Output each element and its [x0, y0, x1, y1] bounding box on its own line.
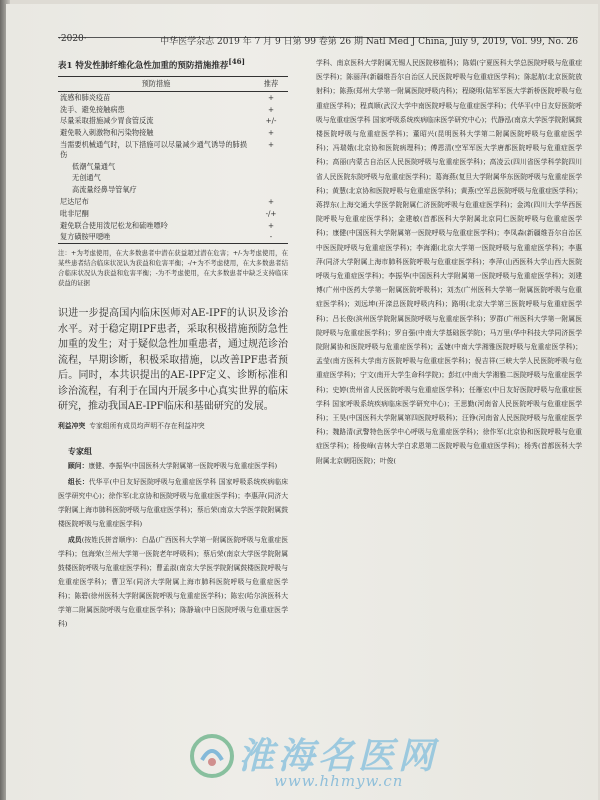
- recommendation-cell: +: [267, 140, 275, 150]
- recommendation-cell: +: [267, 197, 275, 206]
- table-note: 注：+为考虑使用，在大多数患者中潜在获益超过潜在危害；+/-为考虑使用，在某些患者结合临床状况认为获益和危害平衡；-/+为不考虑使用，在大多数患者结合临床状况认为获益和危害平衡；-为不考虑使用，在大多数患者中缺乏支持临床获益的证据: [58, 249, 288, 288]
- page-number: ·2020·: [58, 34, 87, 44]
- table-row: [58, 127, 288, 139]
- measure-cell: 流感和肺炎疫苗: [60, 92, 111, 102]
- expert-advisors: 顾问：康健、李振华(中国医科大学附属第一医院呼吸与危重症医学科): [68, 461, 278, 470]
- table-row: [58, 231, 288, 243]
- measure-cell: 当需要机械通气时，以下措施可以尽量减少通气诱导的肺损伤: [60, 140, 247, 159]
- table-caption: 表1 特发性肺纤维化急性加重的预防措施推荐[46]: [58, 57, 245, 71]
- prevention-table: [58, 76, 288, 244]
- expert-members: 成员(按姓氏拼音顺序)：白晶(广西医科大学第一附属医院呼吸与危重症医学科)；包海荣(兰州大学第一医院老年呼吸科)；蔡后荣(南京大学医学院附属鼓楼医院呼吸与危重症医学科)；曹孟淑(南京大学医学院附属鼓楼医院呼吸与危重症医学科)；曹卫军(同济大学附属上海市肺科医院呼吸与危重症医学科)；陈碧(徐州医科大学附属医院呼吸与危重症医学科)；陈宏(哈尔滨医科大学第二附属医院呼吸与危重症医学科)；陈静瑜(中日医院呼吸与危重症医学科): [58, 535, 288, 628]
- recommendation-cell: +: [267, 220, 275, 230]
- expert-leaders: 组长：代华平(中日友好医院呼吸与危重症医学科 国家呼吸系统疾病临床医学研究中心)；徐作军(北京协和医院呼吸与危重症医学科)；李惠萍(同济大学附属上海市肺科医院呼吸与危重症医学科)；蔡后荣(南京大学医学院附属鼓楼医院呼吸与危重症医学科): [58, 477, 289, 528]
- recommendation-cell: [254, 161, 288, 173]
- measure-cell: 高流量经鼻导管氧疗: [72, 185, 137, 195]
- watermark-text: 淮海名医网: [238, 735, 439, 777]
- col-header-measure: 预防措施: [58, 76, 254, 91]
- table-row: [58, 208, 288, 220]
- recommendation-cell: +: [267, 128, 275, 138]
- table-row: [58, 104, 288, 116]
- body-paragraph: 识进一步提高国内临床医师对AE-IPF的认识及诊治水平。对于稳定期IPF患者，采取积极措施预防急性加重的发生；对于疑似急性加重患者，通过规范诊治流程，早期诊断，积极采取措施，以改善IPF患者预后。同时，本共识提出的AE-IPF定义、诊断标准和诊治流程，有利于在国内开展多中心真实世界的临床研究，推动我国AE-IPF临床和基础研究的发展。: [58, 308, 288, 413]
- recommendation-cell: -: [254, 231, 288, 243]
- conflict-of-interest: [58, 420, 288, 430]
- coi-text: 专家组所有成员均声明不存在利益冲突: [89, 421, 205, 430]
- measure-cell: 避免吸入刺激物和污染物接触: [60, 128, 154, 138]
- measure-cell: 避免联合使用泼尼松龙和硫唑嘌呤: [60, 220, 168, 230]
- recommendation-cell: +: [267, 92, 275, 102]
- table-row: [58, 115, 288, 127]
- table-row: [58, 161, 288, 173]
- left-column: [58, 56, 288, 631]
- site-watermark: [188, 726, 548, 800]
- recommendation-cell: +/-: [265, 116, 277, 126]
- measure-cell: 尽量采取措施减少胃食管反流: [60, 116, 154, 126]
- right-column-member-list: 学科、南京医科大学附属无锡人民医院移植科)；陈娟(宁夏医科大学总医院呼吸与危重症医学科)；陈丽萍(新疆维吾尔自治区人民医院呼吸与危重症医学科)；陈起航(北京医院放射科)；陈燕(郑州大学第一附属医院呼吸内科)；程晓明(陆军军医大学新桥医院呼吸与危重症医学科)；程真顺(武汉大学中南医院呼吸与危重症医学科)；代华平(中日友好医院呼吸与危重症医学科 国家呼吸系统疾病临床医学研究中心)；代静泓(南京大学医学院附属鼓楼医院呼吸与危重症医学科)；董昭兴(昆明医科大学第二附属医院呼吸与危重症医学科)；冯瑞娥(北京协和医院病理科)；傅恩清(空军军医大学唐都医院呼吸与危重症医学科)；高丽(内蒙古自治区人民医院呼吸与危重症医学科)；高凌云(四川省医学科学院四川省人民医院东院呼吸与危重症医学科)；葛海燕(复旦大学附属华东医院呼吸与危重症医学科)；黄慧(北京协和医院呼吸与危重症医学科)；黄燕(空军总医院呼吸与危重症医学科)；蒋捍东(上海交通大学医学院附属仁济医院呼吸与危重症医学科)；金鸿(四川大学华西医院呼吸与危重症医学科)；金建敏(首都医科大学附属北京同仁医院呼吸与危重症医学科)；康健(中国医科大学附属第一医院呼吸与危重症医学科)；李凤森(新疆维吾尔自治区中医医院呼吸与危重症医学科)；李海潮(北京大学第一医院呼吸与危重症医学科)；李惠萍(同济大学附属上海市肺科医院呼吸与危重症医学科)；李萍(山西医科大学山西大医院呼吸与危重症医学科)；李振华(中国医科大学附属第一医院呼吸与危重症医学科)；刘建博(广州中医药大学第一附属医院呼吸科)；刘杰(广州医科大学第一附属医院呼吸与危重症医学科)；刘远坤(开滦总医院呼吸内科)；路明(北京大学第三医院呼吸与危重症医学科)；吕长俊(滨州医学院附属医院呼吸与危重症医学科)；罗群(广州医科大学第一附属医院呼吸与危重症医学科)；罗自强(中南大学基础医学院)；马万里(华中科技大学同济医学院附属协和医院呼吸与危重症医学科)；孟婕(中南大学湘雅医院呼吸与危重症医学科)；孟莹(南方医科大学南方医院呼吸与危重症医学科)；倪吉祥(三峡大学人民医院呼吸与危重症医学科)；宁文(南开大学生命科学院)；彭红(中南大学湘雅二医院呼吸与危重症医学科)；史婷(贵州省人民医院呼吸与危重症医学科)；任雁宏(中日友好医院呼吸与危重症医学科 国家呼吸系统疾病临床医学研究中心)；王思勤(河南省人民医院呼吸与危重症医学科)；王昊(中国医科大学附属第四医院呼吸科)；汪铮(河南省人民医院呼吸与危重症医学科)；魏路清(武警特色医学中心呼吸与危重症医学科)；徐作军(北京协和医院呼吸与危重症医学科)；杨俊峰(吉林大学白求恩第二医院呼吸与危重症医学科)；杨秀(首都医科大学附属北京朝阳医院)；叶俊(: [316, 59, 582, 465]
- recommendation-cell: [254, 184, 288, 196]
- measure-cell: 复方磺胺甲噁唑: [58, 231, 254, 243]
- measure-cell: 无创通气: [72, 173, 101, 183]
- table-row: [58, 220, 288, 232]
- caption-reference: [46]: [228, 57, 245, 66]
- journal-citation: 中华医学杂志 2019 年 7 月 9 日第 99 卷第 26 期 Natl Med J China, July 9, 2019, Vol. 99, No. 26: [160, 37, 578, 47]
- measure-cell: 洗手、避免接触病患: [60, 104, 125, 114]
- coi-label: 利益冲突: [58, 421, 86, 430]
- col-header-recommendation: 推荐: [254, 76, 288, 91]
- table-row: [58, 139, 288, 161]
- recommendation-cell: +: [267, 104, 275, 114]
- recommendation-cell: [254, 172, 288, 184]
- table-row: [58, 196, 288, 208]
- expert-group-title: 专家组: [68, 445, 92, 456]
- table-row: [58, 91, 288, 103]
- recommendation-cell: -/+: [265, 208, 277, 218]
- watermark-url: www.hhmyw.cn: [274, 772, 404, 790]
- measure-cell: 尼达尼布: [60, 197, 89, 206]
- table-row: [58, 184, 288, 196]
- watermark-logo-icon: [188, 732, 236, 780]
- measure-cell: 低潮气量通气: [72, 161, 116, 171]
- measure-cell: 吡非尼酮: [60, 208, 89, 218]
- running-header: [58, 34, 578, 47]
- table-row: [58, 172, 288, 184]
